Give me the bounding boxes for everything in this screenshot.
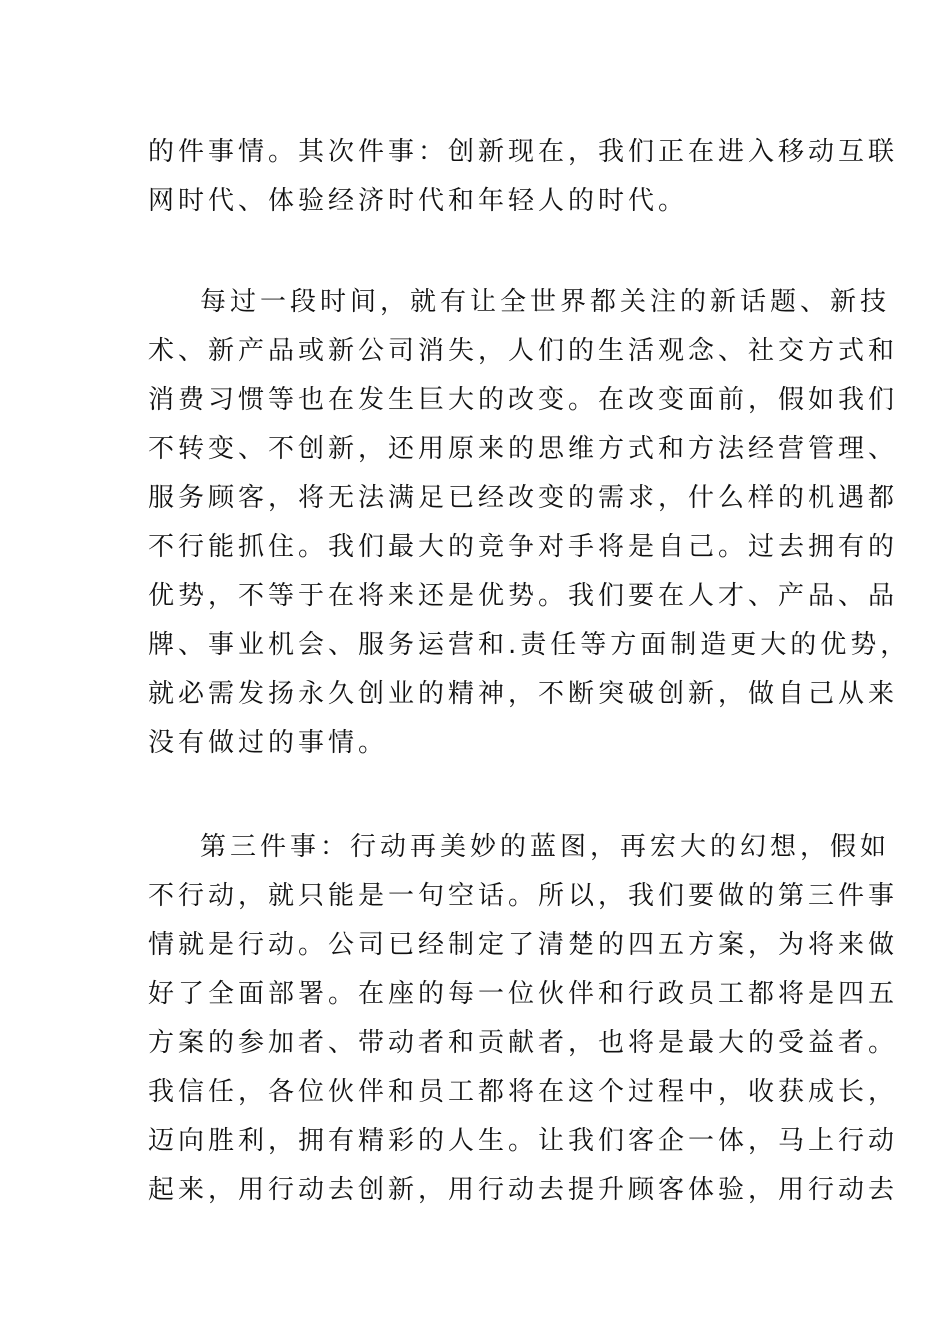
text-line: 每过一段时间，就有让全世界都关注的新话题、新技 (200, 287, 891, 317)
text-line: 消费习惯等也在发生巨大的改变。在改变面前，假如我们 (148, 385, 899, 415)
text-line: 的件事情。其次件事：创新现在，我们正在进入移动互联 (148, 137, 899, 167)
text-line: 情就是行动。公司已经制定了清楚的四五方案，为将来做 (148, 930, 899, 960)
text-line: 牌、事业机会、服务运营和.责任等方面制造更大的优势， (148, 630, 911, 660)
text-line: 术、新产品或新公司消失，人们的生活观念、社交方式和 (148, 336, 899, 366)
text-line: 不行动，就只能是一句空话。所以，我们要做的第三件事 (148, 881, 899, 911)
text-line: 好了全面部署。在座的每一位伙伴和行政员工都将是四五 (148, 979, 899, 1009)
text-line: 迈向胜利，拥有精彩的人生。让我们客企一体，马上行动 (148, 1126, 899, 1156)
text-line: 第三件事：行动再美妙的蓝图，再宏大的幻想，假如 (200, 832, 891, 862)
text-line: 没有做过的事情。 (148, 728, 389, 758)
text-line: 起来，用行动去创新，用行动去提升顾客体验，用行动去 (148, 1175, 899, 1205)
paragraph-3 (148, 823, 899, 1215)
text-line: 不转变、不创新，还用原来的思维方式和方法经营管理、 (148, 434, 899, 464)
text-line: 网时代、体验经济时代和年轻人的时代。 (148, 186, 689, 216)
paragraph-2 (148, 278, 911, 768)
text-line: 就必需发扬永久创业的精神，不断突破创新，做自己从来 (148, 679, 899, 709)
text-line: 服务顾客，将无法满足已经改变的需求，什么样的机遇都 (148, 483, 899, 513)
paragraph-1 (148, 128, 899, 226)
text-line: 优势，不等于在将来还是优势。我们要在人才、产品、品 (148, 581, 899, 611)
text-line: 方案的参加者、带动者和贡献者，也将是最大的受益者。 (148, 1028, 899, 1058)
text-line: 我信任，各位伙伴和员工都将在这个过程中，收获成长， (148, 1077, 899, 1107)
text-line: 不行能抓住。我们最大的竞争对手将是自己。过去拥有的 (148, 532, 899, 562)
